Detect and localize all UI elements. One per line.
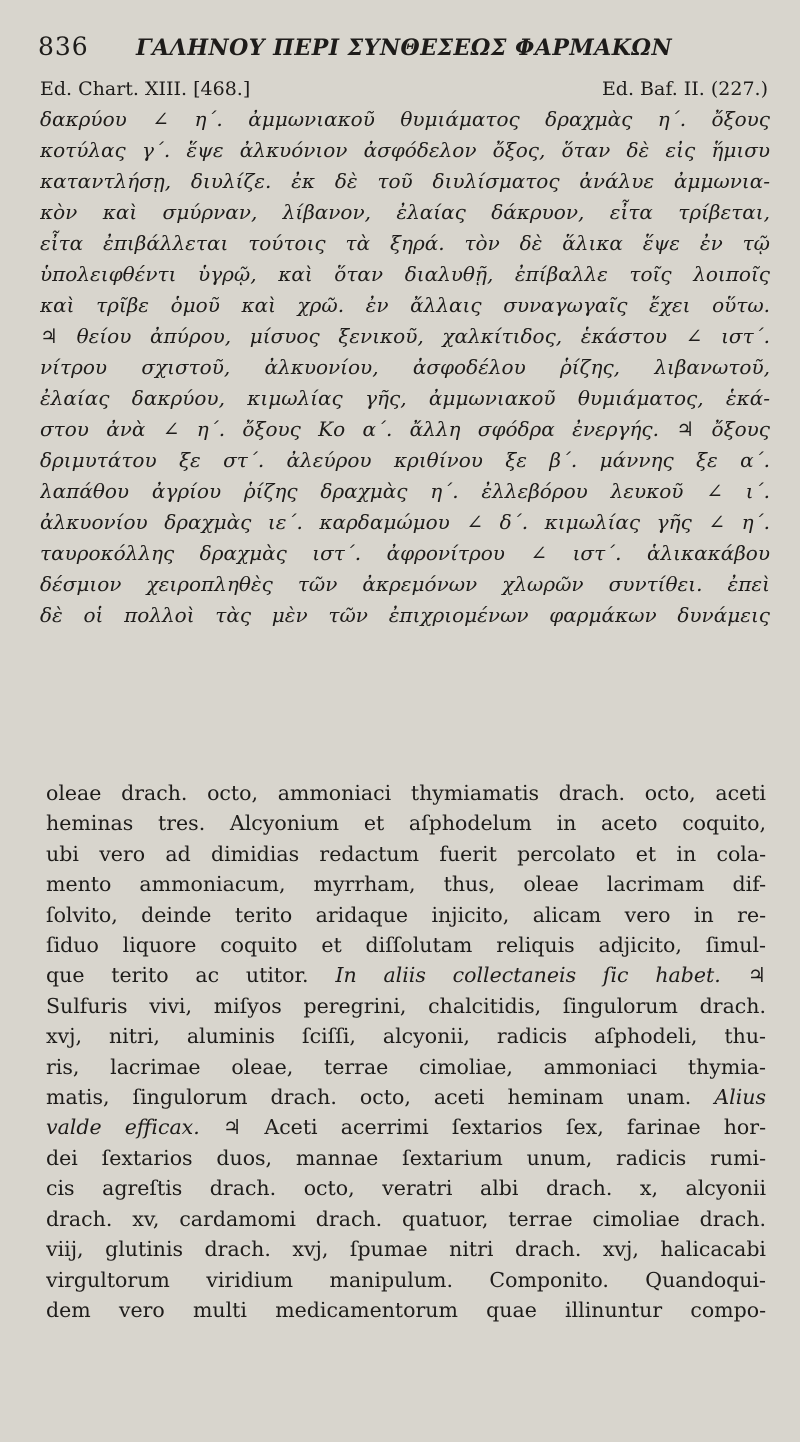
- latin-line: mento ammoniacum, myrrham, thus, oleae lacrimam dif-: [46, 872, 766, 897]
- recipe-symbol: ♃: [747, 963, 766, 988]
- greek-line: καταντλήσῃ, διυλίζε. ἐκ δὲ τοῦ διυλίσματος ἀνάλυε ἀμμωνια-: [40, 169, 770, 193]
- latin-line-mixed: [46, 1112, 766, 1142]
- greek-line: κοτύλας γ΄. ἕψε ἀλκυόνιον ἀσφόδελον ὄξος, ὅταν δὲ εἰς ἥμισυ: [40, 138, 770, 162]
- latin-line: drach. xv, cardamomi drach. quatuor, terrae cimoliae drach.: [46, 1206, 766, 1231]
- latin-line-mixed: [46, 960, 766, 990]
- latin-line: ſolvito, deinde terito aridaque injicito, alicam vero in re-: [46, 902, 766, 927]
- latin-line: viij, glutinis drach. xvj, ſpumae nitri drach. xvj, halicacabi: [46, 1237, 766, 1262]
- running-title: ΓΑΛΗΝΟΥ ΠΕΡΙ ΣΥΝΘΕΣΕΩΣ ΦΑΡΜΑΚΩΝ: [135, 35, 673, 61]
- latin-italic-span: Alius: [714, 1085, 766, 1110]
- edition-chartier: Ed. Chart. XIII. [468.]: [40, 78, 251, 100]
- latin-line-mixed: [46, 1082, 766, 1112]
- latin-text-span: matis, ſingulorum drach. octo, aceti heminam unam.: [46, 1085, 692, 1110]
- latin-line: xvj, nitri, aluminis ſciſſi, alcyonii, radicis aſphodeli, thu-: [46, 1024, 766, 1049]
- greek-line: δὲ οἱ πολλοὶ τὰς μὲν τῶν ἐπιχριομένων φαρμάκων δυνάμεις: [40, 603, 770, 627]
- greek-line: ὑπολειφθέντι ὑγρῷ, καὶ ὅταν διαλυθῇ, ἐπίβαλλε τοῖς λοιποῖς: [40, 262, 770, 286]
- latin-italic-span: In aliis collectaneis ſic habet.: [335, 963, 721, 988]
- greek-line: δακρύου ∠ η΄. ἀμμωνιακοῦ θυμιάματος δραχμὰς η΄. ὄξους: [40, 107, 770, 131]
- latin-text-span: ♃ Aceti acerrimi ſextarios ſex, farinae hor-: [222, 1115, 766, 1140]
- greek-line: νίτρου σχιστοῦ, ἀλκυονίου, ἀσφοδέλου ῥίζης, λιβανωτοῦ,: [40, 355, 770, 379]
- greek-line: ταυροκόλλης δραχμὰς ιστ΄. ἀφρονίτρου ∠ ιστ΄. ἁλικακάβου: [40, 541, 770, 565]
- latin-line: ſiduo liquore coquito et diſſolutam reliquis adjicito, ſimul-: [46, 933, 766, 958]
- greek-line: εἶτα ἐπιβάλλεται τούτοις τὰ ξηρά. τὸν δὲ ἅλικα ἕψε ἐν τῷ: [40, 231, 770, 255]
- latin-text-span: que terito ac utitor.: [46, 963, 309, 988]
- greek-line: ♃ θείου ἀπύρου, μίσυος ξενικοῦ, χαλκίτιδος, ἑκάστου ∠ ιστ΄.: [40, 324, 770, 348]
- greek-line: καὶ τρῖβε ὁμοῦ καὶ χρῶ. ἐν ἄλλαις συναγωγαῖς ἔχει οὕτω.: [40, 293, 770, 317]
- edition-basel: Ed. Baf. II. (227.): [601, 78, 768, 100]
- latin-line: virgultorum viridium manipulum. Componito. Quandoqui-: [46, 1267, 766, 1292]
- latin-line: oleae drach. octo, ammoniaci thymiamatis drach. octo, aceti: [46, 781, 766, 805]
- latin-line: dei ſextarios duos, mannae ſextarium unum, radicis rumi-: [46, 1145, 766, 1170]
- greek-line: λαπάθου ἀγρίου ῥίζης δραχμὰς η΄. ἐλλεβόρου λευκοῦ ∠ ι΄.: [40, 479, 770, 503]
- greek-line: ἀλκυονίου δραχμὰς ιε΄. καρδαμώμου ∠ δ΄. κιμωλίας γῆς ∠ η΄.: [40, 510, 770, 534]
- greek-line: δριμυτάτου ξε στ΄. ἀλεύρου κριθίνου ξε β΄. μάννης ξε α΄.: [40, 448, 770, 472]
- latin-text-block: [46, 778, 766, 1325]
- latin-line: cis agreſtis drach. octo, veratri albi drach. x, alcyonii: [46, 1176, 766, 1201]
- latin-line: ubi vero ad dimidias redactum fuerit percolato et in cola-: [46, 841, 766, 866]
- latin-line: heminas tres. Alcyonium et aſphodelum in aceto coquito,: [46, 811, 766, 836]
- page-number: 836: [38, 32, 89, 61]
- running-head: [38, 30, 768, 64]
- latin-line: Sulfuris vivi, miſyos peregrini, chalcitidis, ſingulorum drach.: [46, 993, 766, 1018]
- greek-line: ἐλαίας δακρύου, κιμωλίας γῆς, ἀμμωνιακοῦ θυμιάματος, ἑκά-: [40, 386, 770, 410]
- edition-references: [40, 76, 768, 102]
- greek-text-block: [40, 104, 770, 631]
- greek-line: κὸν καὶ σμύρναν, λίβανον, ἐλαίας δάκρυον, εἶτα τρίβεται,: [40, 200, 770, 224]
- greek-line: στου ἀνὰ ∠ η΄. ὄξους Κο α΄. ἄλλη σφόδρα ἐνεργής. ♃ ὄξους: [40, 417, 770, 441]
- latin-line: ris, lacrimae oleae, terrae cimoliae, ammoniaci thymia-: [46, 1054, 766, 1079]
- latin-italic-span: valde efficax.: [46, 1115, 200, 1140]
- greek-line: δέσμιον χειροπληθὲς τῶν ἀκρεμόνων χλωρῶν συντίθει. ἐπεὶ: [40, 572, 770, 596]
- latin-line: dem vero multi medicamentorum quae illinuntur compo-: [46, 1297, 766, 1322]
